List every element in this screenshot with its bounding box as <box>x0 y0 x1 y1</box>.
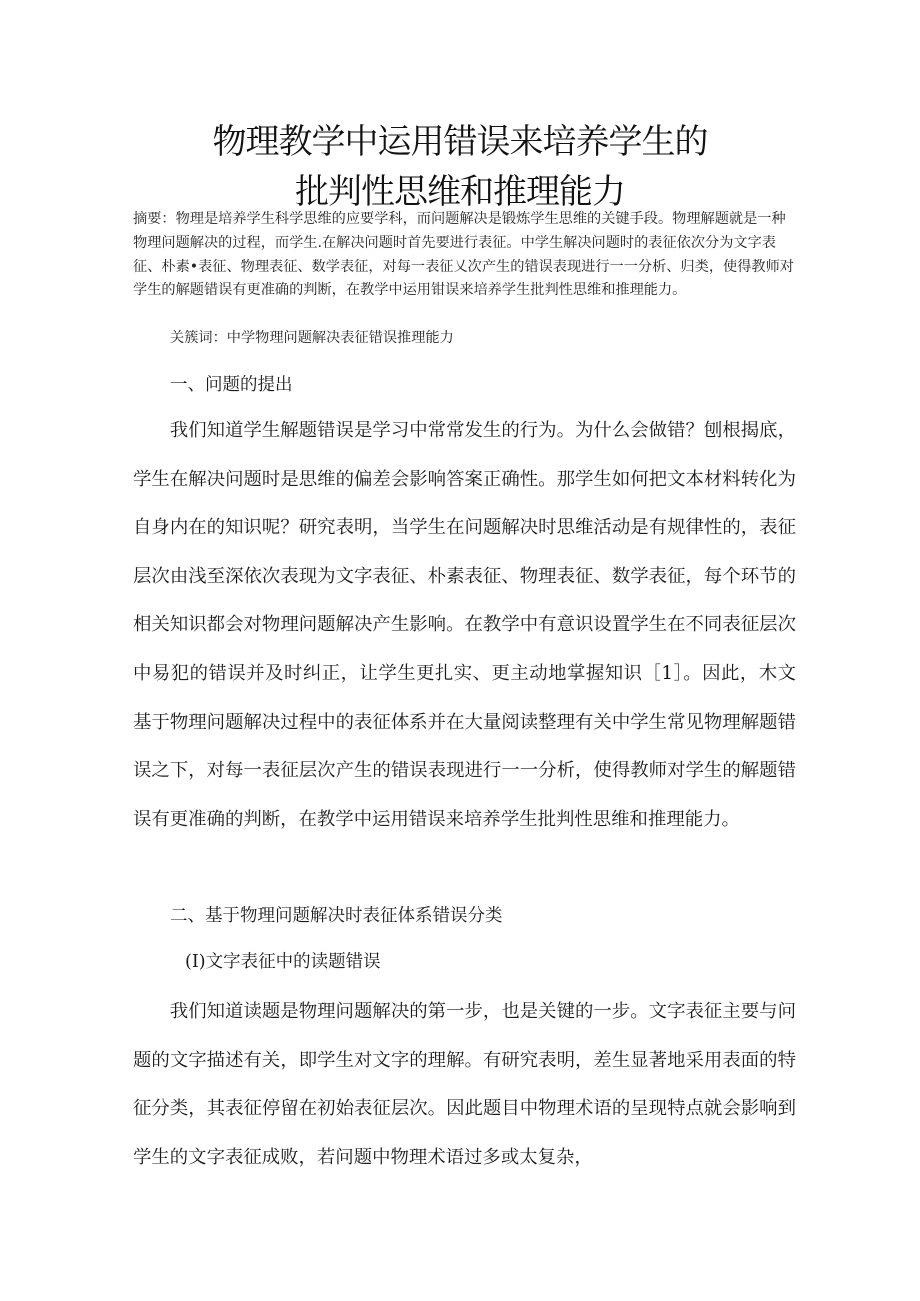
title-line-2: 批判性思维和推理能力 <box>295 172 625 212</box>
abstract <box>133 208 795 303</box>
paragraph-text: 我们知道读题是物理问题解决的第一步，也是关键的一步。文字表征主要与问题的文字描述有关，即学生对文字的理解。有研究表明，差生显著地采用表面的特征分类，其表征停留在初始表征层次。因此题目中物理术语的呈现特点就会影响到学生的文字表征成败，若问题中物理术语过多或太复杂， <box>133 1001 796 1168</box>
subsection-heading-1: (I)文字表征中的读题错误 <box>185 952 381 972</box>
keywords: 关簇词：中学物理问题解决表征错误推理能力 <box>170 330 454 346</box>
paragraph-text: 我们知道学生解题错误是学习中常常发生的行为。为什么会做错？刨根揭底，学生在解决问题时是思维的偏差会影响答案正确性。那学生如何把文本材料转化为自身内在的知识呢？研究表明，当学生在问题解决时思维活动是有规律性的，表征层次由浅至深依次表现为文字表征、朴素表征、物理表征、数学表征，每个环节的相关知识都会对物理问题解决产生影响。在教学中有意识设置学生在不同表征层次中易犯的错误并及时纠正，让学生更扎实、更主动地掌握知识［1］。因此，木文基于物理问题解决过程中的表征体系并在大量阅读整理有关中学生常见物理解题错误之下，对每一表征层次产生的错误表现进行一一分析，使得教师对学生的解题错误有更准确的判断，在教学中运用错误来培养学生批判性思维和推理能力。 <box>133 420 796 830</box>
title-line-1: 物理教学中运用错误来培养学生的 <box>212 122 708 162</box>
section-heading-1: 一、问题的提出 <box>170 375 293 395</box>
abstract-text: 摘要：物理是培养学生科学思维的应要学科，而问题解决是锻炼学生思维的关键手段。物理解题就是一种物理问题解决的过程，而学生.在解决问题时首先要进行表征。中学生解决问题时的表征依次分为文字表征、朴素•表征、物理表征、数学表征，对每一表征乂次产生的错误表现进行一一分析、归类，使得教师对学生的解题错误有更准确的判断，在教学中运用钳误来培养学生批判性思维和推理能力。 <box>133 211 794 299</box>
section-1-paragraph <box>133 407 796 844</box>
subsection-1-paragraph <box>133 988 796 1182</box>
section-heading-2: 二、基于物理问题解决时表征体系错误分类 <box>170 906 503 926</box>
